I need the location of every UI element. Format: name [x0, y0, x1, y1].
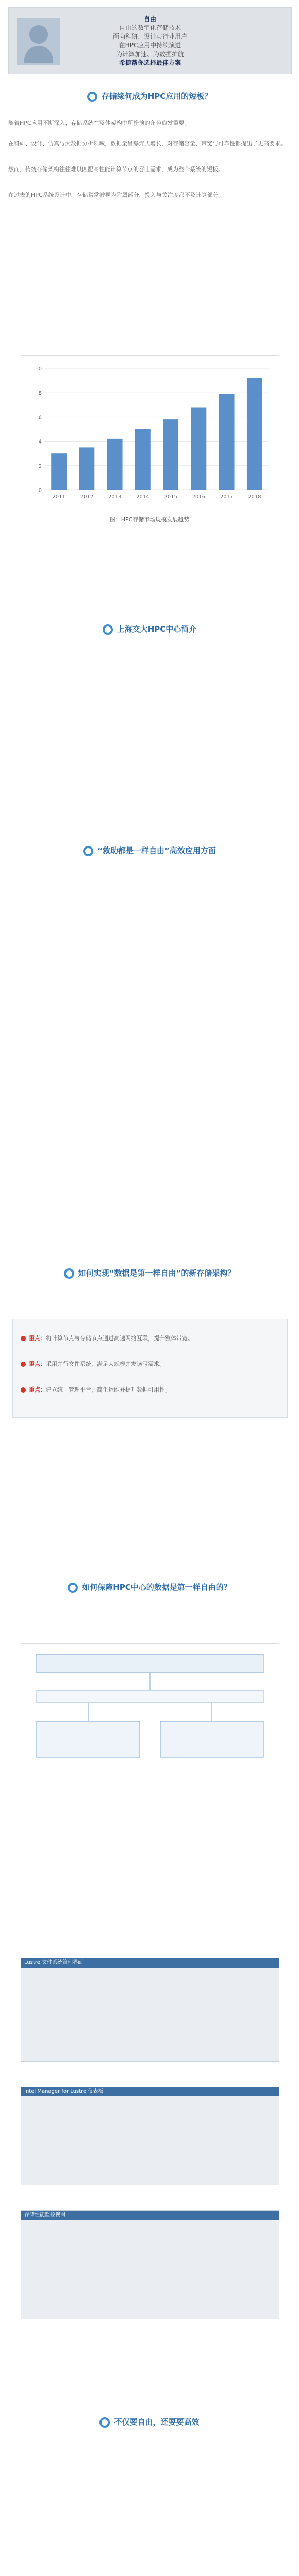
bar [79, 447, 94, 490]
screenshot-panel [21, 2087, 279, 2185]
quote-emphasis: 希捷帮你选择最佳方案 [119, 59, 181, 66]
y-tick-label: 4 [38, 439, 42, 445]
bar [135, 429, 151, 490]
quote-line: 为计算加速、为数据护航 [115, 50, 184, 58]
bullet-card [12, 1319, 288, 1418]
section-title-2: 上海交大HPC中心简介 [0, 623, 299, 635]
paragraph: 在科研、设计、仿真与大数据分析领域，数据量呈爆炸式增长，对存储容量、带宽与可靠性都提出了更高要求。 [8, 140, 286, 147]
gear-icon [87, 92, 97, 102]
quote-line: 在HPC应用中持续演进 [119, 42, 181, 49]
author-avatar [17, 18, 60, 65]
gear-icon [64, 1268, 74, 1279]
paragraph: 在过去的HPC系统设计中，存储常常被视为附属部分，投入与关注度都不及计算部分。 [8, 192, 224, 198]
architecture-svg [21, 1644, 279, 1768]
screenshot-panel [21, 2210, 279, 2319]
bar [219, 394, 235, 490]
paragraph: 然而，传统存储架构往往难以匹配高性能计算节点的吞吐需求，成为整个系统的短板。 [8, 166, 224, 173]
y-tick-label: 10 [35, 366, 42, 372]
x-tick-label: 2013 [108, 494, 122, 500]
y-tick-label: 2 [38, 463, 42, 469]
storage-node-a [37, 1721, 140, 1757]
gear-icon [99, 2417, 110, 2428]
gear-icon [68, 1583, 78, 1593]
pin-icon [21, 1362, 26, 1367]
x-tick-label: 2018 [248, 494, 261, 500]
bar [107, 439, 123, 490]
x-tick-label: 2012 [80, 494, 94, 500]
screenshot-title: Lustre 文件系统管理界面 [21, 1958, 279, 1968]
x-tick-label: 2014 [136, 494, 150, 500]
gear-icon [83, 846, 93, 856]
section-title-4: 如何实现“数据是第一样自由”的新存储架构？ [0, 1267, 299, 1279]
market-bar-chart [21, 355, 279, 511]
bar [191, 408, 206, 490]
bar [163, 419, 178, 490]
screenshot-title: Intel Manager for Lustre 仪表板 [21, 2087, 279, 2096]
screenshot-title: 存储性能监控视图 [21, 2211, 279, 2220]
section-title-3: “救助都是一样自由”高效应用方面 [0, 845, 299, 856]
chart-svg [21, 356, 279, 511]
pin-icon [21, 1387, 26, 1393]
quote-line: 面向科研、设计与行业用户 [112, 33, 187, 40]
y-tick-label: 6 [38, 415, 42, 421]
y-tick-label: 8 [38, 391, 42, 397]
quote-line: 自由的数字化存储技术 [119, 24, 181, 31]
network-layer [37, 1690, 263, 1703]
x-tick-label: 2017 [220, 494, 234, 500]
x-tick-label: 2015 [164, 494, 177, 500]
bullet-item: 重点：采用并行文件系统，满足大规模并发读写需求。 [21, 1360, 278, 1368]
quote-title: 自由 [143, 15, 156, 23]
x-tick-label: 2011 [52, 494, 65, 500]
architecture-diagram [21, 1643, 279, 1768]
paragraph: 随着HPC应用不断深入，存储系统在整体架构中所扮演的角色愈发重要。 [8, 120, 190, 126]
screenshot-panel [21, 1958, 279, 2062]
intro-quote-box [8, 7, 292, 74]
gear-icon [103, 624, 113, 635]
x-tick-label: 2016 [192, 494, 206, 500]
section-title-5: 如何保障HPC中心的数据是第一样自由的？ [0, 1582, 299, 1593]
compute-layer [37, 1654, 263, 1673]
bar [51, 453, 67, 490]
section-title-1: 存储缘何成为HPC应用的短板？ [0, 91, 299, 102]
pin-icon [21, 1336, 26, 1341]
section-title-6: 不仅要自由，还要要高效 [0, 2416, 299, 2428]
y-tick-label: 0 [38, 488, 42, 494]
quote-text [65, 15, 235, 67]
bullet-item: 重点：建立统一管理平台，简化运维并提升数据可用性。 [21, 1386, 278, 1394]
storage-node-b [160, 1721, 263, 1757]
chart-caption: 图：HPC存储市场规模发展趋势 [109, 516, 190, 523]
bar [247, 378, 262, 490]
bullet-item: 重点：将计算节点与存储节点通过高速网络互联，提升整体带宽。 [21, 1334, 278, 1343]
